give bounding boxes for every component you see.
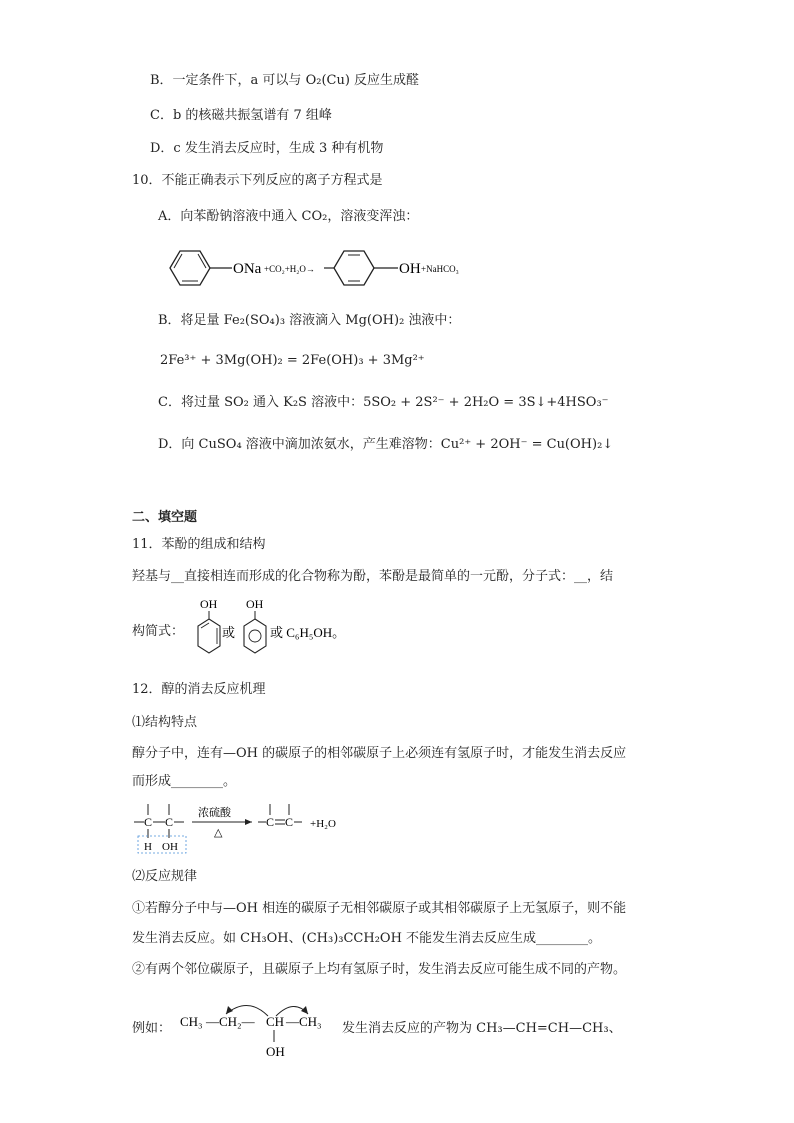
oh-label: OH xyxy=(399,261,421,277)
oh-label: OH xyxy=(162,841,178,853)
q9-option-b: B．一定条件下，a 可以与 O₂(Cu) 反应生成醛 xyxy=(150,73,420,88)
q12-rule1b: 发生消去反应。如 CH₃OH、(CH₃)₃CCH₂OH 不能发生消去反应生成________。 xyxy=(132,931,602,946)
water-label: +H₂O xyxy=(310,818,336,830)
q12-desc2: 而形成________。 xyxy=(132,774,237,789)
q11-line1: 羟基与__直接相连而形成的化合物称为酚，苯酚是最简单的一元酚，分子式：__，结 xyxy=(132,569,614,584)
formula-label: 或 C₆H₅OH。 xyxy=(270,625,346,640)
ch3-label: CH₃ xyxy=(180,1014,203,1029)
oh-label: OH xyxy=(200,597,218,611)
example-label: 例如： xyxy=(132,1021,172,1036)
q10-option-d: D．向 CuSO₄ 溶液中滴加浓氨水，产生难溶物：Cu²⁺ + 2OH⁻ = Cu(OH)₂↓ xyxy=(158,437,614,452)
q11-title: 11．苯酚的组成和结构 xyxy=(132,537,266,552)
phenoxide-reaction-diagram xyxy=(160,242,490,294)
condition-label: △ xyxy=(214,827,223,839)
q10-equation-b: 2Fe³⁺ + 3Mg(OH)₂ = 2Fe(OH)₃ + 3Mg²⁺ xyxy=(160,353,425,368)
q12-sub2: ⑵反应规律 xyxy=(132,869,198,884)
product-label: +NaHCO₃ xyxy=(421,264,459,274)
q10-option-c: C．将过量 SO₂ 通入 K₂S 溶液中：5SO₂ + 2S²⁻ + 2H₂O = 3S↓+4HSO₃⁻ xyxy=(158,395,609,410)
h-label: H xyxy=(144,841,152,853)
oh-label: OH xyxy=(246,597,264,611)
or-label: 或 xyxy=(222,625,236,640)
ch-label: CH xyxy=(266,1014,285,1029)
phenol-structures xyxy=(180,594,380,664)
q12-sub1: ⑴结构特点 xyxy=(132,715,198,730)
q12-rule2: ②有两个邻位碳原子，且碳原子上均有氢原子时，发生消去反应可能生成不同的产物。 xyxy=(132,962,627,977)
svg-text:C: C xyxy=(266,815,275,829)
q9-option-c: C．b 的核磁共振氢谱有 7 组峰 xyxy=(150,108,332,123)
q12-desc1: 醇分子中，连有—OH 的碳原子的相邻碳原子上必须连有氢原子时，才能发生消去反应 xyxy=(132,746,627,761)
section-title: 二、填空题 xyxy=(132,510,198,525)
q11-prefix: 构简式： xyxy=(132,624,185,639)
q9-option-d: D．c 发生消去反应时，生成 3 种有机物 xyxy=(150,141,384,156)
benzene-ring-icon xyxy=(244,619,266,653)
q10-option-b: B．将足量 Fe₂(SO₄)₃ 溶液滴入 Mg(OH)₂ 浊液中： xyxy=(158,313,461,328)
q10-option-a: A．向苯酚钠溶液中通入 CO₂，溶液变浑浊： xyxy=(158,209,419,224)
q12-title: 12．醇的消去反应机理 xyxy=(132,682,266,697)
q10-stem: 10．不能正确表示下列反应的离子方程式是 xyxy=(132,173,383,188)
svg-text:C: C xyxy=(285,815,294,829)
svg-text:C: C xyxy=(144,815,153,829)
example-text: 发生消去反应的产物为 CH₃—CH=CH—CH₃、 xyxy=(342,1021,622,1036)
benzene-ring-icon xyxy=(170,251,210,285)
reagents-label: +CO₂+H₂O→ xyxy=(264,264,315,274)
ch3-label: —CH₃ xyxy=(286,1014,322,1029)
butanol-structure xyxy=(176,992,336,1062)
ona-label: ONa xyxy=(233,261,262,277)
svg-text:C: C xyxy=(165,815,174,829)
reagent-label: 浓硫酸 xyxy=(198,807,231,819)
benzene-ring-icon xyxy=(334,251,374,285)
ch2-label: —CH₂— xyxy=(206,1014,255,1029)
elimination-reaction-diagram xyxy=(132,800,372,856)
oh-label: OH xyxy=(266,1044,285,1059)
q12-rule1a: ①若醇分子中与—OH 相连的碳原子无相邻碳原子或其相邻碳原子上无氢原子，则不能 xyxy=(132,901,627,916)
